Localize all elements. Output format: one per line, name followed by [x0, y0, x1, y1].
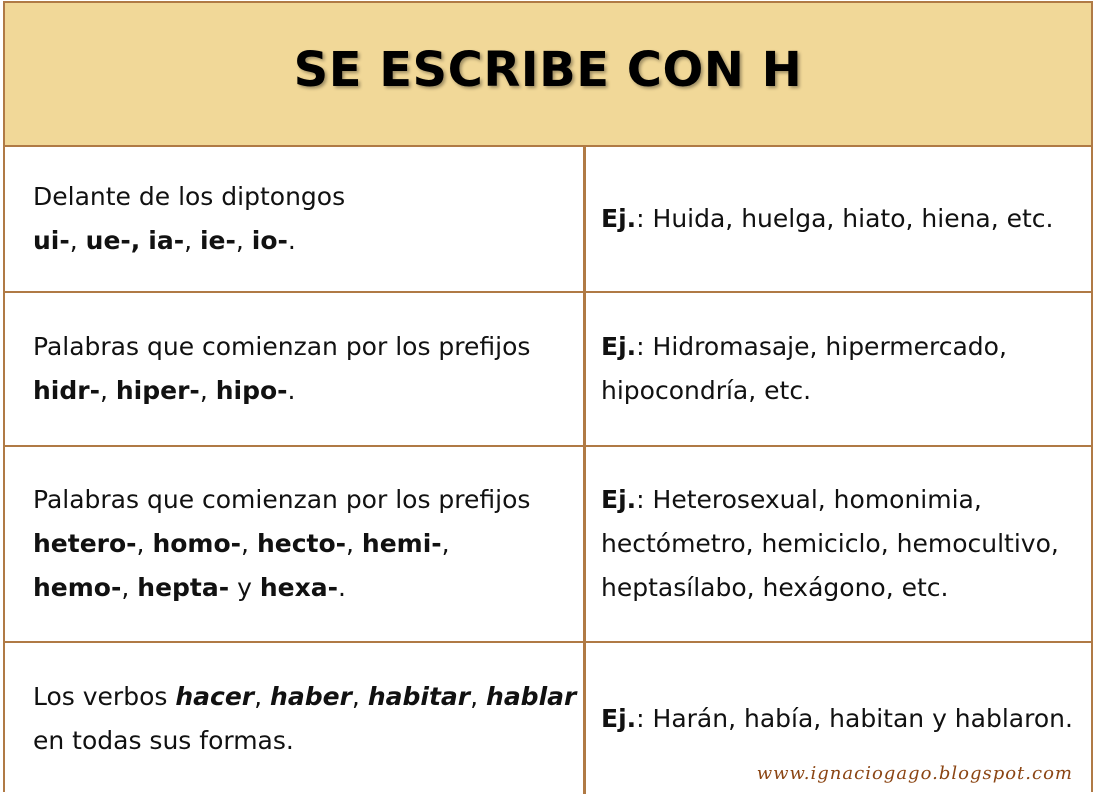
bold-term: ie-	[199, 226, 236, 255]
text-run: Los verbos	[33, 681, 176, 711]
rule-line	[33, 175, 583, 219]
example-line	[601, 697, 1091, 741]
rule-line	[33, 522, 583, 566]
bold-term: hemo-	[33, 573, 122, 602]
text-run: en todas sus formas.	[33, 725, 294, 755]
bold-term: homo-	[152, 529, 242, 558]
rule-cell	[5, 293, 586, 445]
bold-term: Ej.	[601, 204, 637, 233]
text-run: y	[229, 573, 260, 602]
bold-term: haber	[270, 681, 352, 711]
bold-term: hepta-	[137, 573, 230, 602]
text-run: ,	[441, 529, 450, 558]
bold-term: hidr-	[33, 376, 100, 405]
bold-term: hiper-	[115, 376, 200, 405]
bold-term: Ej.	[601, 703, 637, 733]
text-run: ,	[199, 376, 216, 405]
bold-term: hecto-	[256, 529, 347, 558]
text-run: .	[287, 226, 296, 255]
example-cell	[589, 147, 1091, 291]
rule-line	[33, 219, 583, 263]
rule-line	[33, 478, 583, 522]
table-row	[5, 293, 1091, 447]
text-run: ,	[346, 529, 362, 558]
text-run: hectómetro, hemiciclo, hemocultivo,	[601, 529, 1059, 558]
example-cell	[589, 293, 1091, 445]
bold-term: ia-	[148, 226, 185, 255]
bold-term: hexa-	[259, 573, 338, 602]
text-run: ,	[69, 226, 86, 255]
bold-term: ue-,	[85, 226, 141, 255]
rule-cell	[5, 643, 586, 794]
text-run: : Heterosexual, homonimia,	[636, 485, 982, 514]
text-run: .	[337, 573, 346, 602]
example-line	[601, 566, 1091, 610]
text-run: : Hidromasaje, hipermercado,	[636, 332, 1007, 361]
text-run: Delante de los diptongos	[33, 182, 346, 211]
bold-term: hetero-	[33, 529, 137, 558]
text-run: hipocondría, etc.	[601, 376, 812, 405]
text-run: ,	[351, 681, 368, 711]
example-line	[601, 197, 1091, 241]
example-cell	[589, 447, 1091, 641]
rule-cell	[5, 447, 586, 641]
text-run: ,	[136, 529, 153, 558]
rule-line	[33, 369, 583, 413]
text-run: ,	[99, 376, 116, 405]
example-line	[601, 522, 1091, 566]
text-run: ,	[254, 681, 271, 711]
text-run: Palabras que comienzan por los prefijos	[33, 332, 531, 361]
page-title: SE ESCRIBE CON H	[293, 42, 803, 98]
table-row	[5, 447, 1091, 643]
rule-line	[33, 675, 583, 719]
text-run: ,	[121, 573, 138, 602]
text-run: heptasílabo, hexágono, etc.	[601, 573, 949, 602]
bold-term: hablar	[486, 681, 577, 711]
example-line	[601, 478, 1091, 522]
text-run: Palabras que comienzan por los prefijos	[33, 485, 531, 514]
text-run: ,	[470, 681, 487, 711]
bold-term: Ej.	[601, 332, 637, 361]
bold-term: ui-	[33, 226, 70, 255]
text-run: .	[287, 376, 296, 405]
table-row	[5, 147, 1091, 293]
table-header	[5, 3, 1091, 147]
bold-term: habitar	[367, 681, 471, 711]
example-line	[601, 325, 1091, 369]
bold-term: io-	[251, 226, 288, 255]
bold-term: hacer	[175, 681, 255, 711]
text-run: ,	[235, 226, 252, 255]
watermark-url: www.ignaciogago.blogspot.com	[756, 763, 1073, 784]
rule-line	[33, 325, 583, 369]
text-run: : Huida, huelga, hiato, hiena, etc.	[636, 204, 1054, 233]
rules-table	[3, 1, 1093, 792]
bold-term: Ej.	[601, 485, 637, 514]
text-run: ,	[241, 529, 257, 558]
bold-term: hemi-	[361, 529, 442, 558]
example-line	[601, 369, 1091, 413]
text-run: : Harán, había, habitan y hablaron.	[636, 703, 1073, 733]
rule-cell	[5, 147, 586, 291]
text-run: ,	[184, 226, 200, 255]
rule-line	[33, 566, 583, 610]
bold-term: hipo-	[215, 376, 288, 405]
rule-line	[33, 719, 583, 763]
